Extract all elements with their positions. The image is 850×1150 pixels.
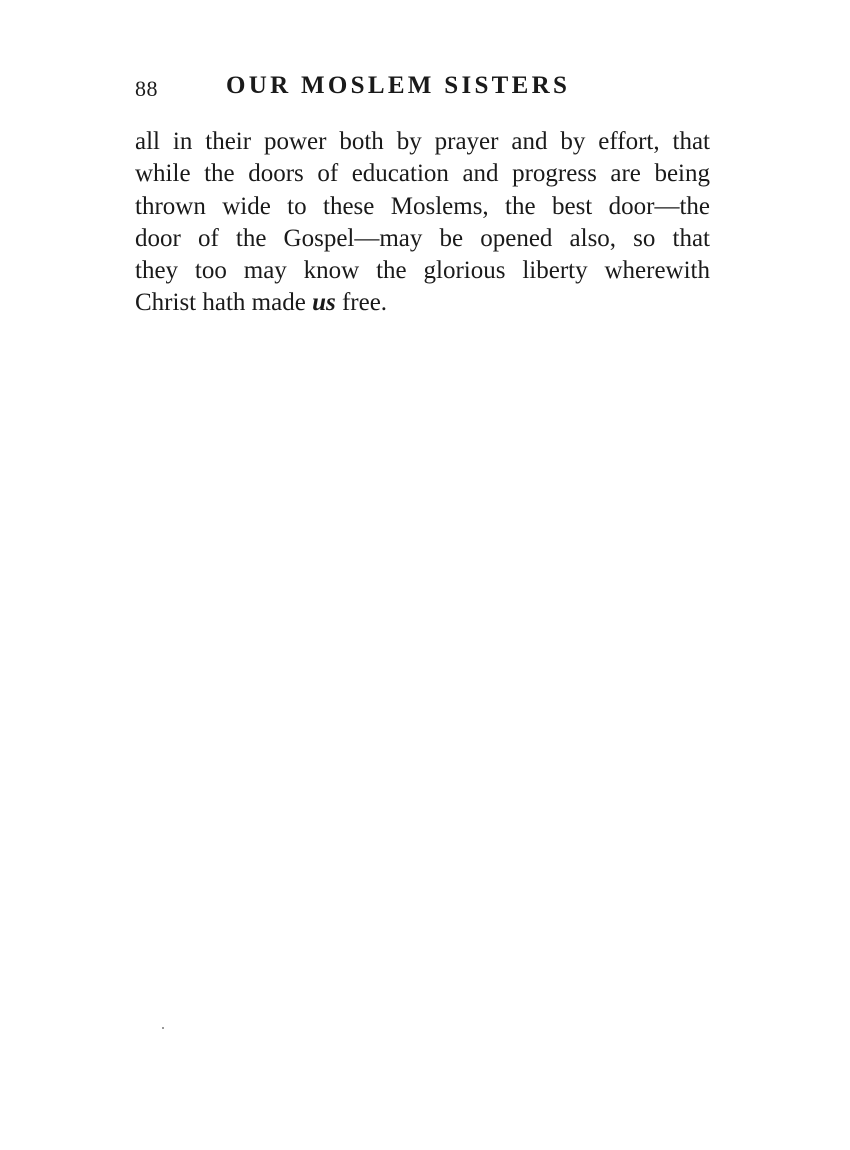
running-head (135, 72, 715, 108)
emphasized-word: us (312, 289, 336, 317)
page-number: 88 (135, 76, 158, 101)
text-segment: free. (335, 289, 388, 317)
text-line: they too may know the glorious liberty wherewith (135, 257, 710, 285)
body-paragraph (135, 126, 710, 320)
text-line: while the doors of education and progress are being (135, 160, 710, 188)
text-segment: Christ hath made (135, 289, 313, 317)
text-line: thrown wide to these Moslems, the best door—the (135, 192, 710, 220)
text-line: door of the Gospel—may be opened also, so that (135, 224, 710, 252)
text-line-final (135, 287, 710, 319)
running-title: OUR MOSLEM SISTERS (226, 72, 571, 99)
scan-speck (162, 1027, 164, 1029)
text-line: all in their power both by prayer and by effort, that (135, 128, 710, 155)
